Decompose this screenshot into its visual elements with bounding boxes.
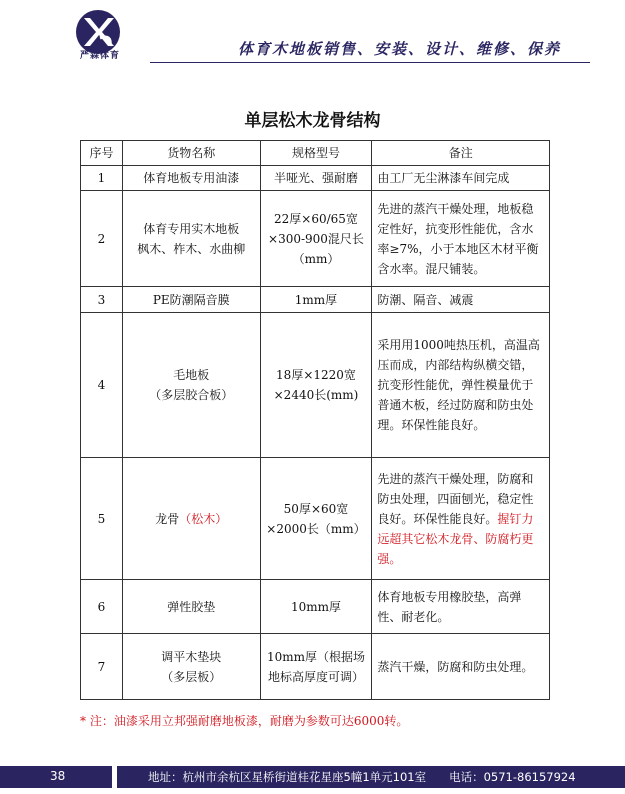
row-no: 4 — [81, 313, 123, 458]
table-row — [81, 313, 550, 458]
name-line: （多层胶合板） — [149, 388, 234, 402]
footer-address: 地址：杭州市余杭区星桥街道桂花星座5幢1单元101室 电话：0571-86157924 — [148, 770, 576, 784]
footnote: * 注：油漆采用立邦强耐磨地板漆，耐磨为参数可达6000转。 — [80, 714, 409, 728]
header-divider — [150, 62, 590, 63]
name-line: 枫木、柞木、水曲柳 — [137, 241, 246, 256]
name-line: 调平木垫块 — [161, 649, 222, 664]
table-row — [81, 191, 550, 287]
row-note — [372, 458, 550, 580]
row-spec: 18厚×1220宽×2440长(mm) — [260, 313, 372, 458]
note-text: 先进的蒸汽干燥处理，防腐和防虫处理，四面刨光，稳定性良好。环保性能良好。 — [377, 471, 534, 526]
row-note: 蒸汽干燥，防腐和防虫处理。 — [372, 634, 550, 700]
spec-table — [80, 140, 550, 700]
name-line: 体育地板专用油漆 — [143, 171, 240, 185]
row-no: 7 — [81, 634, 123, 700]
page-header — [0, 0, 625, 72]
row-spec: 10mm厚 — [260, 580, 372, 634]
name-prefix: 龙骨 — [155, 511, 180, 526]
row-note: 先进的蒸汽干燥处理，地板稳定性好，抗变形性能优，含水率≥7%，小于本地区木材平衡含水率。混尺铺装。 — [372, 191, 550, 287]
table-row — [81, 458, 550, 580]
name-line: PE防潮隔音膜 — [152, 292, 230, 307]
row-no: 3 — [81, 287, 123, 313]
row-name — [122, 287, 260, 313]
row-note: 由工厂无尘淋漆车间完成 — [372, 166, 550, 191]
name-line: 体育专用实木地板 — [143, 221, 240, 236]
footer-divider — [112, 766, 117, 788]
name-highlight: （松木） — [179, 511, 228, 526]
header-name: 货物名称 — [122, 141, 260, 166]
row-no: 6 — [81, 580, 123, 634]
table-row — [81, 634, 550, 700]
row-spec: 半哑光、强耐磨 — [260, 166, 372, 191]
row-name — [122, 634, 260, 700]
row-spec: 50厚×60宽×2000长（mm） — [260, 458, 372, 580]
table-row — [81, 580, 550, 634]
row-note: 采用用1000吨热压机，高温高压而成，内部结构纵横交错，抗变形性能优，弹性模量优于普通木板，经过防腐和防虫处理。环保性能良好。 — [372, 313, 550, 458]
header-no: 序号 — [81, 141, 123, 166]
name-line: 毛地板 — [173, 368, 210, 382]
name-line: 弹性胶垫 — [167, 599, 216, 614]
row-name — [122, 313, 260, 458]
page-number: 38 — [50, 769, 66, 783]
table-row — [81, 287, 550, 313]
page-title: 单层松木龙骨结构 — [244, 111, 381, 131]
header-spec: 规格型号 — [260, 141, 372, 166]
row-spec: 22厚×60/65宽×300-900混尺长（mm） — [260, 191, 372, 287]
row-name — [122, 191, 260, 287]
table-row — [81, 166, 550, 191]
row-name — [122, 166, 260, 191]
row-no: 2 — [81, 191, 123, 287]
row-spec: 10mm厚（根据场地标高厚度可调） — [260, 634, 372, 700]
logo-text: 严森体育 — [79, 51, 120, 61]
name-line: （多层板） — [161, 669, 222, 684]
header-note: 备注 — [372, 141, 550, 166]
row-no: 5 — [81, 458, 123, 580]
header-slogan: 体育木地板销售、安装、设计、维修、保养 — [238, 40, 562, 58]
table-header-row — [81, 141, 550, 166]
row-note: 防潮、隔音、减震 — [372, 287, 550, 313]
row-name — [122, 458, 260, 580]
note-highlight: 握钉力远超其它松木龙骨、防腐朽更强。 — [377, 511, 534, 566]
row-name — [122, 580, 260, 634]
row-no: 1 — [81, 166, 123, 191]
row-note: 体育地板专用橡胶垫，高弹性、耐老化。 — [372, 580, 550, 634]
row-spec: 1mm厚 — [260, 287, 372, 313]
